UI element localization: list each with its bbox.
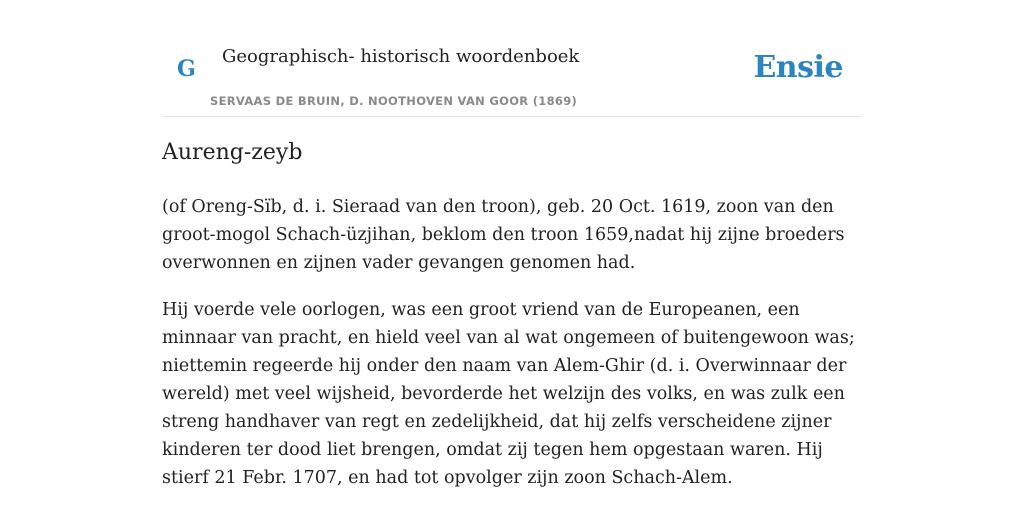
- entry-body: [162, 193, 862, 511]
- book-author: SERVAAS DE BRUIN, D. NOOTHOVEN VAN GOOR (1869): [210, 94, 578, 108]
- entry-title: Aureng-zeyb: [162, 140, 303, 165]
- ensie-logo[interactable]: Ensie: [753, 50, 843, 85]
- book-title-link[interactable]: Geographisch- historisch woordenboek: [222, 46, 580, 67]
- entry-paragraph: (of Oreng-Sïb, d. i. Sieraad van den troon), geb. 20 Oct. 1619, zoon van den groot-mogol Schach-üzjihan, beklom den troon 1659,nadat hij zijne broeders overwonnen en zijnen vader gevangen genomen had.: [162, 197, 845, 273]
- book-letter-icon: G: [177, 56, 196, 82]
- book-header: [162, 0, 862, 117]
- entry-paragraph: Hij voerde vele oorlogen, was een groot vriend van de Europeanen, een minnaar van pracht, en hield veel van al wat ongemeen of buitengewoon was; niettemin regeerde hij onder den naam van Alem-Ghir (d. i. Overwinnaar der wereld) met veel wijsheid, bevorderde het welzijn des volks, en was zulk een streng handhaver van regt en zedelijkheid, dat hij zelfs verscheidene zijner kinderen ter dood liet brengen, omdat zij tegen hem opgestaan waren. Hij stierf 21 Febr. 1707, en had tot opvolger zijn zoon Schach-Alem.: [162, 300, 855, 488]
